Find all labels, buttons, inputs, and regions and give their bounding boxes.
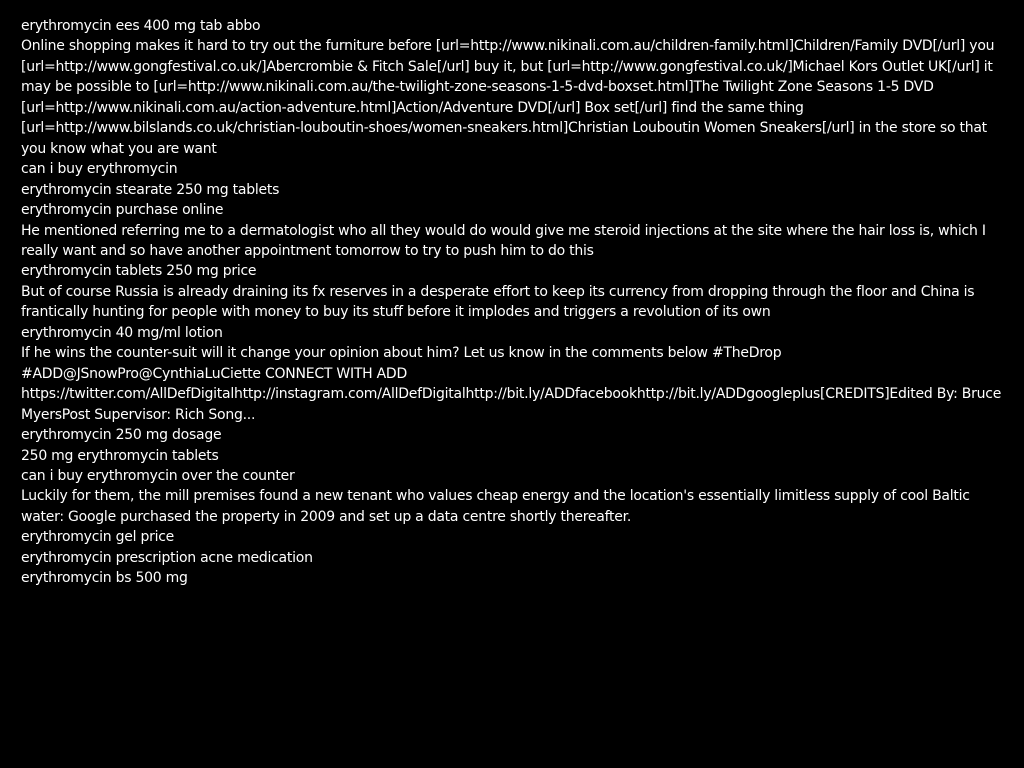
text-line-11: erythromycin 250 mg dosage	[21, 427, 222, 444]
text-line-14: Luckily for them, the mill premises found a new tenant who values cheap energy and the location's essentially limitless supply of cool Baltic water: Google purchased the property in 2009 and set up a data centre shortly thereafter.	[21, 488, 970, 525]
document-body	[21, 16, 1011, 589]
text-line-12: 250 mg erythromycin tablets	[21, 447, 219, 464]
text-line-3: can i buy erythromycin	[21, 161, 178, 178]
text-line-16: erythromycin prescription acne medication	[21, 549, 313, 566]
text-line-1: erythromycin ees 400 mg tab abbo	[21, 18, 261, 34]
text-line-2: Online shopping makes it hard to try out the furniture before [url=http://www.nikinali.com.au/children-family.html]Children/Family DVD[/url] you [url=http://www.gongfestival.co.uk/]Abercrombie & Fitch Sale[/url] buy it, but [url=http://www.gongfestival.co.uk/]Michael Kors Outlet UK[/url] it may be possible to [url=http://www.nikinali.com.au/the-twilight-zone-seasons-1-5-dvd-boxset.html]The Twilight Zone Seasons 1-5 DVD [url=http://www.nikinali.com.au/action-adventure.html]Action/Adventure DVD[/url] Box set[/url] find the same thing [url=http://www.bilslands.co.uk/christian-louboutin-shoes/women-sneakers.html]Christian Louboutin Women Sneakers[/url] in the store so that you know what you are want	[21, 38, 995, 157]
text-line-5: erythromycin purchase online	[21, 202, 224, 219]
text-line-6: He mentioned referring me to a dermatologist who all they would do would give me steroid injections at the site where the hair loss is, which I really want and so have another appointment tomorrow to try to push him to do this	[21, 222, 986, 259]
text-line-17: erythromycin bs 500 mg	[21, 570, 188, 587]
text-line-8: But of course Russia is already draining its fx reserves in a desperate effort to keep its currency from dropping through the floor and China is frantically hunting for people with money to buy its stuff before it implodes and triggers a revolution of its own	[21, 283, 975, 321]
text-line-15: erythromycin gel price	[21, 529, 175, 546]
text-line-7: erythromycin tablets 250 mg price	[21, 263, 257, 280]
text-line-13: can i buy erythromycin over the counter	[21, 467, 295, 484]
text-line-10: If he wins the counter-suit will it change your opinion about him? Let us know in the comments below #TheDrop #ADD@JSnowPro@CynthiaLuCiette CONNECT WITH ADD https://twitter.com/AllDefDigitalhttp://instagram.com/AllDefDigitalhttp://bit.ly/ADDfacebookhttp://bit.ly/ADDgoogleplus[CREDITS]Edited By: Bruce MyersPost Supervisor: Rich Song...	[21, 345, 1002, 423]
text-line-9: erythromycin 40 mg/ml lotion	[21, 324, 223, 341]
text-line-4: erythromycin stearate 250 mg tablets	[21, 181, 280, 198]
